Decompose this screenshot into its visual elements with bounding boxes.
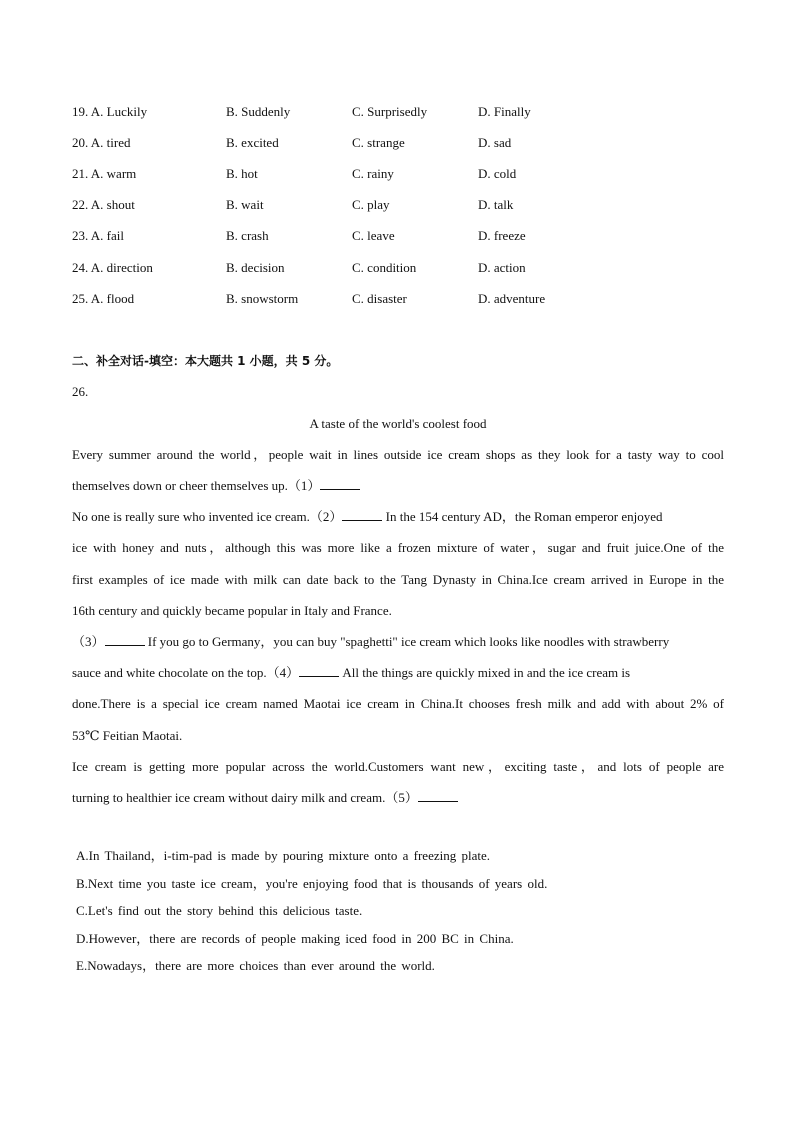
option-row-25: [72, 290, 692, 308]
choice-d: D.However，there are records of people making iced food in 200 BC in China.: [76, 931, 514, 946]
option-c: C. condition: [352, 260, 417, 275]
passage-line: done.There is a special ice cream named Maotai ice cream in China.It chooses fresh milk and add with about 2% of: [72, 696, 724, 711]
passage-line: [72, 477, 724, 495]
option-c: C. play: [352, 197, 390, 212]
option-c: C. Surprisedly: [352, 104, 428, 119]
option-d: D. cold: [478, 166, 517, 181]
passage-line: 16th century and quickly became popular in Italy and France.: [72, 603, 392, 618]
answer-blank-5[interactable]: [418, 789, 458, 802]
option-b: B. snowstorm: [226, 291, 299, 306]
option-c: C. leave: [352, 228, 395, 243]
option-a: 19. A. Luckily: [72, 104, 148, 119]
option-a: 20. A. tired: [72, 135, 131, 150]
option-a: 24. A. direction: [72, 260, 153, 275]
passage-text: （3）: [72, 634, 105, 649]
choice-e: E.Nowadays，there are more choices than ever around the world.: [76, 958, 435, 973]
passage-line: ice with honey and nuts，although this was more like a frozen mixture of water，sugar and fruit juice.One of the: [72, 540, 724, 555]
passage-text: If you go to Germany，you can buy "spaghetti" ice cream which looks like noodles with strawberry: [144, 634, 670, 649]
option-b: B. Suddenly: [226, 104, 291, 119]
option-row-23: [72, 227, 692, 245]
answer-blank-1[interactable]: [320, 477, 360, 490]
option-d: D. talk: [478, 197, 514, 212]
choice-b: B.Next time you taste ice cream，you're enjoying food that is thousands of years old.: [76, 876, 548, 891]
option-a: 23. A. fail: [72, 228, 124, 243]
option-c: C. rainy: [352, 166, 394, 181]
option-row-22: [72, 196, 692, 214]
passage-text: All the things are quickly mixed in and the ice cream is: [339, 665, 631, 680]
option-b: B. decision: [226, 260, 285, 275]
option-a: 21. A. warm: [72, 166, 137, 181]
option-c: C. strange: [352, 135, 405, 150]
option-a: 22. A. shout: [72, 197, 135, 212]
option-d: D. sad: [478, 135, 512, 150]
option-row-24: [72, 259, 692, 277]
passage-text: No one is really sure who invented ice cream.（2）: [72, 509, 343, 524]
passage-line: Every summer around the world，people wait in lines outside ice cream shops as they look for a tasty way to cool: [72, 447, 724, 462]
choice-a: A.In Thailand，i-tim-pad is made by pouring mixture onto a freezing plate.: [76, 848, 490, 863]
question-number: 26.: [72, 384, 89, 399]
option-b: B. crash: [226, 228, 269, 243]
answer-blank-3[interactable]: [105, 633, 145, 646]
answer-blank-2[interactable]: [342, 508, 382, 521]
option-c: C. disaster: [352, 291, 407, 306]
passage-text: In the 154 century AD，the Roman emperor enjoyed: [382, 509, 663, 524]
option-d: D. adventure: [478, 291, 546, 306]
option-b: B. excited: [226, 135, 279, 150]
option-d: D. action: [478, 260, 526, 275]
option-row-20: [72, 134, 692, 152]
passage-line: [72, 789, 724, 807]
passage-text: themselves down or cheer themselves up.（1）: [72, 478, 321, 493]
passage-line: [72, 664, 724, 682]
passage-line: Ice cream is getting more popular across the world.Customers want new，exciting taste，and lots of people are: [72, 759, 724, 774]
option-a: 25. A. flood: [72, 291, 135, 306]
option-b: B. wait: [226, 197, 264, 212]
passage-line: 53℃ Feitian Maotai.: [72, 728, 183, 743]
option-b: B. hot: [226, 166, 258, 181]
passage-line: [72, 633, 724, 651]
passage-title: A taste of the world's coolest food: [309, 416, 487, 431]
answer-blank-4[interactable]: [299, 664, 339, 677]
passage-line: first examples of ice made with milk can date back to the Tang Dynasty in China.Ice cream arrived in Europe in the: [72, 572, 724, 587]
passage-text: turning to healthier ice cream without dairy milk and cream.（5）: [72, 790, 418, 805]
choice-c: C.Let's find out the story behind this delicious taste.: [76, 903, 363, 918]
option-row-21: [72, 165, 692, 183]
passage-line: [72, 508, 724, 526]
option-d: D. freeze: [478, 228, 526, 243]
passage-text: sauce and white chocolate on the top.（4）: [72, 665, 300, 680]
option-row-19: [72, 103, 692, 121]
option-d: D. Finally: [478, 104, 531, 119]
section-title: 二、补全对话-填空：本大题共 1 小题，共 5 分。: [72, 354, 339, 368]
